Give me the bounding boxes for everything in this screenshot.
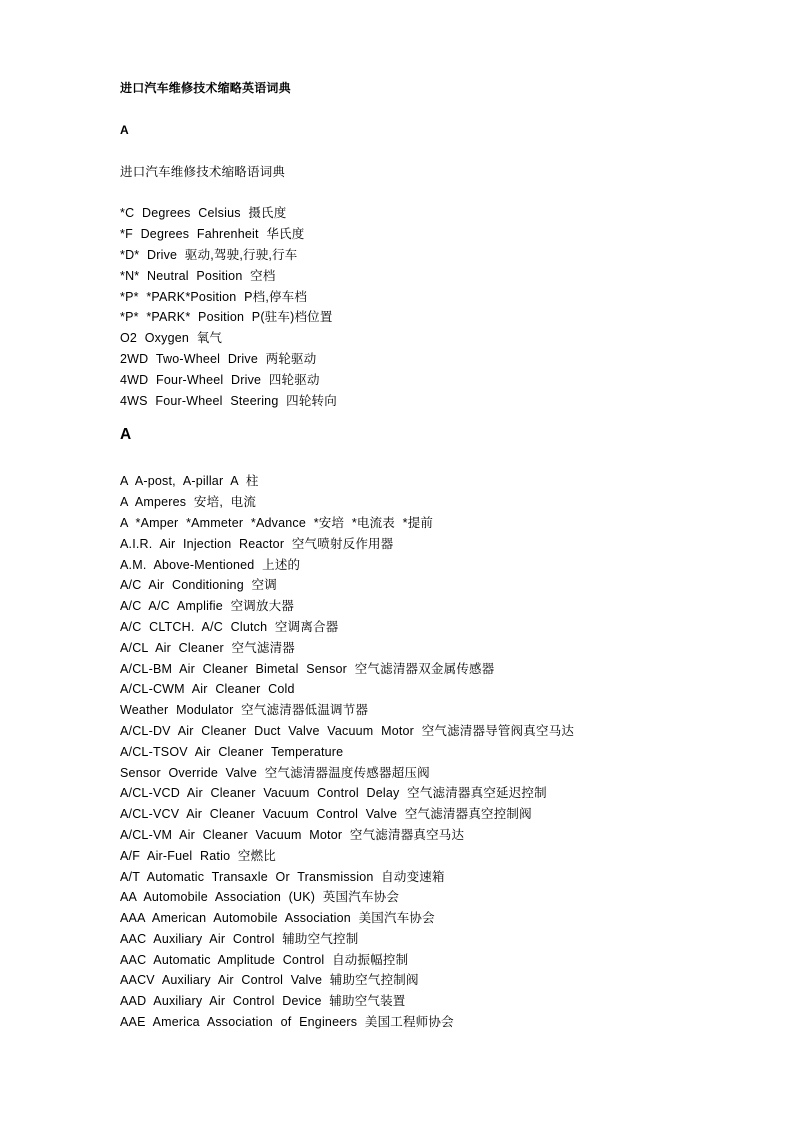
entry-line: *P* *PARK*Position P档,停车档 bbox=[120, 289, 308, 304]
entry-line: *P* *PARK* Position P(驻车)档位置 bbox=[120, 310, 333, 325]
entry-line: *D* Drive 驱动,驾驶,行驶,行车 bbox=[120, 247, 298, 262]
document-subtitle: 进口汽车维修技术缩略语词典 bbox=[120, 164, 286, 179]
entry-line: A/C Air Conditioning 空调 bbox=[120, 578, 277, 593]
entry-line: A *Amper *Ammeter *Advance *安培 *电流表 *提前 bbox=[120, 515, 434, 530]
entry-line: A A-post, A-pillar A 柱 bbox=[120, 474, 259, 489]
entry-line: A/CL-TSOV Air Cleaner Temperature bbox=[120, 744, 344, 759]
entry-line: *N* Neutral Position 空档 bbox=[120, 268, 276, 283]
letter-label: A bbox=[120, 122, 129, 137]
entry-line: A/CL Air Cleaner 空气滤清器 bbox=[120, 640, 296, 655]
entry-line: A.I.R. Air Injection Reactor 空气喷射反作用器 bbox=[120, 536, 394, 551]
document-title: 进口汽车维修技术缩略英语词典 bbox=[120, 81, 291, 95]
entry-line: AAC Automatic Amplitude Control 自动振幅控制 bbox=[120, 952, 409, 967]
entry-line: A/CL-BM Air Cleaner Bimetal Sensor 空气滤清器双金属传感器 bbox=[120, 661, 495, 676]
entry-line: AAC Auxiliary Air Control 辅助空气控制 bbox=[120, 931, 359, 946]
entry-line: A/T Automatic Transaxle Or Transmission 自动变速箱 bbox=[120, 869, 445, 884]
entry-line: A/CL-VM Air Cleaner Vacuum Motor 空气滤清器真空马达 bbox=[120, 827, 465, 842]
entry-line: 4WS Four-Wheel Steering 四轮转向 bbox=[120, 393, 337, 408]
entries-intro-block bbox=[120, 203, 740, 411]
entry-line: A/CL-DV Air Cleaner Duct Valve Vacuum Motor 空气滤清器导管阀真空马达 bbox=[120, 723, 575, 738]
entry-line: 2WD Two-Wheel Drive 两轮驱动 bbox=[120, 351, 317, 366]
entry-line: A/CL-CWM Air Cleaner Cold bbox=[120, 682, 295, 697]
document-content bbox=[120, 78, 740, 1033]
entry-line: O2 Oxygen 氧气 bbox=[120, 331, 223, 346]
entry-line: Weather Modulator 空气滤清器低温调节器 bbox=[120, 703, 369, 718]
entry-line: AACV Auxiliary Air Control Valve 辅助空气控制阀 bbox=[120, 973, 419, 988]
entry-line: AAA American Automobile Association 美国汽车协会 bbox=[120, 911, 435, 926]
entry-line: AAD Auxiliary Air Control Device 辅助空气装置 bbox=[120, 994, 406, 1009]
entry-line: Sensor Override Valve 空气滤清器温度传感器超压阀 bbox=[120, 765, 430, 780]
entry-line: 4WD Four-Wheel Drive 四轮驱动 bbox=[120, 372, 320, 387]
entry-line: A/C A/C Amplifie 空调放大器 bbox=[120, 599, 295, 614]
entries-a-block bbox=[120, 471, 740, 1033]
entry-line: *F Degrees Fahrenheit 华氏度 bbox=[120, 227, 305, 242]
section-heading-a: A bbox=[120, 426, 132, 444]
entry-line: AAE America Association of Engineers 美国工程师协会 bbox=[120, 1015, 454, 1030]
entry-line: A.M. Above-Mentioned 上述的 bbox=[120, 557, 301, 572]
entry-line: A/CL-VCV Air Cleaner Vacuum Control Valve 空气滤清器真空控制阀 bbox=[120, 807, 532, 822]
entry-line: A/CL-VCD Air Cleaner Vacuum Control Delay 空气滤清器真空延迟控制 bbox=[120, 786, 547, 801]
entry-line: A Amperes 安培, 电流 bbox=[120, 495, 257, 510]
entry-line: AA Automobile Association (UK) 英国汽车协会 bbox=[120, 890, 400, 905]
entry-line: A/C CLTCH. A/C Clutch 空调离合器 bbox=[120, 619, 339, 634]
entry-line: A/F Air-Fuel Ratio 空燃比 bbox=[120, 848, 277, 863]
entry-line: *C Degrees Celsius 摄氏度 bbox=[120, 206, 287, 221]
